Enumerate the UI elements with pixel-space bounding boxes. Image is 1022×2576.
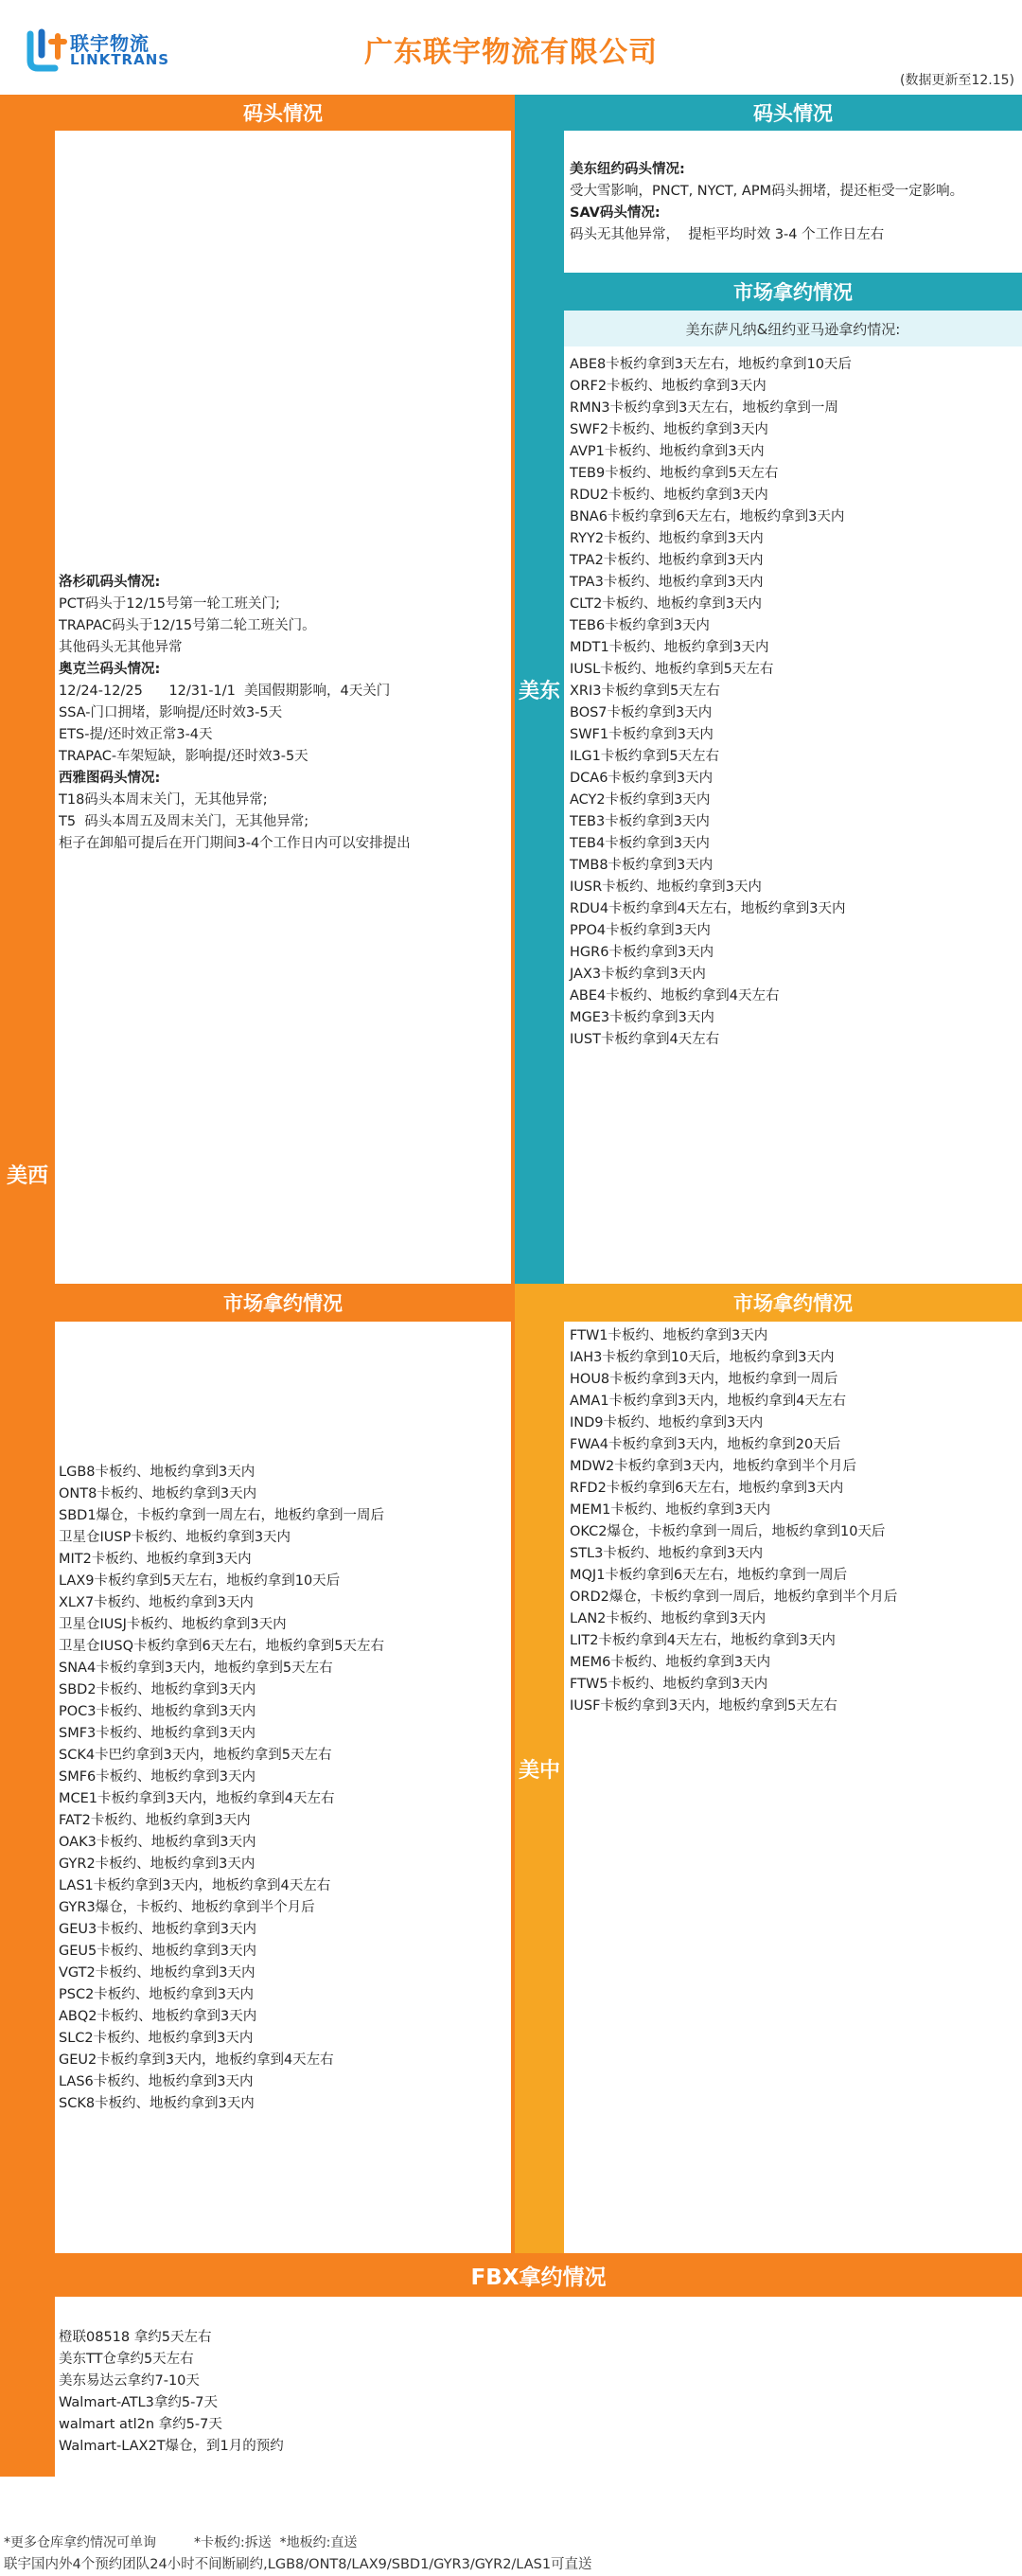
list-item: BOS7卡板约拿到3天内 bbox=[570, 705, 713, 720]
list-item: 卫星仓IUSJ卡板约、地板约拿到3天内 bbox=[59, 1617, 287, 1632]
list-item: OAK3卡板约、地板约拿到3天内 bbox=[59, 1835, 256, 1850]
west-port-title: 码头情况 bbox=[243, 102, 323, 125]
list-item: SWF2卡板约、地板约拿到3天内 bbox=[570, 422, 768, 437]
list-item: ORF2卡板约、地板约拿到3天内 bbox=[570, 379, 766, 394]
list-item: FTW1卡板约、地板约拿到3天内 bbox=[570, 1328, 768, 1343]
list-item: XRI3卡板约拿到5天左右 bbox=[570, 684, 720, 699]
section-heading: SAV码头情况: bbox=[570, 205, 661, 221]
region-east-label: 美东 bbox=[518, 679, 560, 703]
list-item: TPA2卡板约、地板约拿到3天内 bbox=[570, 553, 764, 568]
list-item: MDT1卡板约、地板约拿到3天内 bbox=[570, 640, 769, 655]
list-item: VGT2卡板约、地板约拿到3天内 bbox=[59, 1965, 256, 1981]
list-item: PCT码头于12/15号第一轮工班关门; bbox=[59, 596, 280, 612]
list-item: MEM6卡板约、地板约拿到3天内 bbox=[570, 1655, 771, 1670]
list-item: T18码头本周末关门，无其他异常; bbox=[59, 792, 268, 808]
fbx-content bbox=[55, 2297, 1022, 2477]
west-market-header bbox=[55, 1284, 511, 1322]
list-item: LAS6卡板约、地板约拿到3天内 bbox=[59, 2074, 254, 2089]
west-market-lines bbox=[59, 1462, 503, 2115]
list-item: SWF1卡板约拿到3天内 bbox=[570, 727, 714, 742]
list-item: LAN2卡板约、地板约拿到3天内 bbox=[570, 1611, 766, 1626]
footer-note-1: *更多仓库拿约情况可单询 *卡板约:拆送 *地板约:直送 bbox=[4, 2535, 358, 2550]
list-item: PPO4卡板约拿到3天内 bbox=[570, 923, 711, 938]
list-item: OKC2爆仓，卡板约拿到一周后，地板约拿到10天后 bbox=[570, 1524, 886, 1539]
list-item: MEM1卡板约、地板约拿到3天内 bbox=[570, 1502, 771, 1518]
list-item: ILG1卡板约拿到5天左右 bbox=[570, 749, 720, 764]
list-item: 卫星仓IUSQ卡板约拿到6天左右，地板约拿到5天左右 bbox=[59, 1639, 384, 1654]
logo-text-cn: 联宇物流 bbox=[70, 32, 150, 55]
list-item: Walmart-LAX2T爆仓，到1月的预约 bbox=[59, 2439, 284, 2454]
list-item: SLC2卡板约、地板约拿到3天内 bbox=[59, 2031, 254, 2046]
list-item: TEB3卡板约拿到3天内 bbox=[570, 814, 710, 829]
list-item: IND9卡板约、地板约拿到3天内 bbox=[570, 1415, 764, 1430]
list-item: TRAPAC码头于12/15号第二轮工班关门。 bbox=[59, 618, 316, 633]
list-item: 卫星仓IUSP卡板约、地板约拿到3天内 bbox=[59, 1530, 291, 1545]
list-item: FTW5卡板约、地板约拿到3天内 bbox=[570, 1677, 768, 1692]
list-item: IUST卡板约拿到4天左右 bbox=[570, 1032, 720, 1047]
list-item: 美东TT仓拿约5天左右 bbox=[59, 2352, 194, 2367]
list-item: XLX7卡板约、地板约拿到3天内 bbox=[59, 1595, 254, 1610]
region-west-label: 美西 bbox=[6, 1164, 48, 1188]
list-item: 橙联08518 拿约5天左右 bbox=[59, 2330, 212, 2345]
list-item: SBD2卡板约、地板约拿到3天内 bbox=[59, 1682, 256, 1697]
list-item: 柜子在卸船可提后在开门期间3-4个工作日内可以安排提出 bbox=[59, 836, 411, 851]
list-item: 12/24-12/25 12/31-1/1 美国假期影响，4天关门 bbox=[59, 684, 391, 699]
east-port-header bbox=[564, 95, 1022, 131]
list-item: TMB8卡板约拿到3天内 bbox=[570, 858, 714, 873]
list-item: FWA4卡板约拿到3天内，地板约拿到20天后 bbox=[570, 1437, 841, 1452]
region-central bbox=[515, 1284, 564, 2253]
list-item: 其他码头无其他异常 bbox=[59, 640, 183, 655]
region-east bbox=[515, 95, 564, 1284]
list-item: HGR6卡板约拿到3天内 bbox=[570, 945, 714, 960]
list-item: MDW2卡板约拿到3天内，地板约拿到半个月后 bbox=[570, 1459, 856, 1474]
list-item: RDU2卡板约、地板约拿到3天内 bbox=[570, 488, 768, 503]
central-market-header bbox=[564, 1284, 1022, 1322]
section-heading: 西雅图码头情况: bbox=[59, 771, 161, 786]
list-item: 受大雪影响，PNCT, NYCT, APM码头拥堵，提还柜受一定影响。 bbox=[570, 184, 964, 199]
list-item: SCK8卡板约、地板约拿到3天内 bbox=[59, 2096, 255, 2111]
list-item: SSA-门口拥堵，影响提/还时效3-5天 bbox=[59, 705, 283, 720]
list-item: SBD1爆仓，卡板约拿到一周左右，地板约拿到一周后 bbox=[59, 1508, 385, 1523]
list-item: RYY2卡板约、地板约拿到3天内 bbox=[570, 531, 764, 546]
list-item: GEU2卡板约拿到3天内，地板约拿到4天左右 bbox=[59, 2052, 334, 2068]
list-item: AMA1卡板约拿到3天内，地板约拿到4天左右 bbox=[570, 1394, 847, 1409]
logo-text-en: LINKTRANS bbox=[70, 51, 170, 68]
east-port-content bbox=[564, 131, 1022, 273]
list-item: TEB6卡板约拿到3天内 bbox=[570, 618, 710, 633]
list-item: SMF6卡板约、地板约拿到3天内 bbox=[59, 1769, 256, 1785]
page-header bbox=[0, 0, 1022, 95]
east-market-content bbox=[564, 346, 1022, 1284]
list-item: FAT2卡板约、地板约拿到3天内 bbox=[59, 1813, 251, 1828]
list-item: ETS-提/还时效正常3-4天 bbox=[59, 727, 213, 742]
list-item: walmart atl2n 拿约5-7天 bbox=[59, 2417, 222, 2432]
update-note: (数据更新至12.15) bbox=[899, 73, 1014, 88]
east-market-subtitle-text: 美东萨凡纳&纽约亚马逊拿约情况: bbox=[685, 320, 901, 338]
list-item: ABQ2卡板约、地板约拿到3天内 bbox=[59, 2009, 257, 2024]
list-item: ABE8卡板约拿到3天左右，地板约拿到10天后 bbox=[570, 357, 852, 372]
list-item: GEU3卡板约、地板约拿到3天内 bbox=[59, 1922, 256, 1937]
list-item: LAX9卡板约拿到5天左右，地板约拿到10天后 bbox=[59, 1573, 341, 1589]
east-market-header bbox=[564, 273, 1022, 311]
region-central-label: 美中 bbox=[518, 1758, 560, 1783]
west-port-lines bbox=[59, 572, 503, 855]
fbx-title: FBX拿约情况 bbox=[470, 2265, 607, 2290]
fbx-lines bbox=[59, 2327, 1016, 2458]
east-market-title: 市场拿约情况 bbox=[733, 281, 853, 304]
list-item: ACY2卡板约拿到3天内 bbox=[570, 792, 711, 808]
list-item: SNA4卡板约拿到3天内，地板约拿到5天左右 bbox=[59, 1661, 333, 1676]
list-item: PSC2卡板约、地板约拿到3天内 bbox=[59, 1987, 255, 2002]
west-market-content bbox=[55, 1322, 511, 2253]
east-port-lines bbox=[570, 159, 1016, 246]
list-item: TEB4卡板约拿到3天内 bbox=[570, 836, 710, 851]
list-item: IUSF卡板约拿到3天内，地板约拿到5天左右 bbox=[570, 1698, 837, 1714]
central-market-content bbox=[564, 1322, 1022, 2253]
central-market-title: 市场拿约情况 bbox=[733, 1292, 853, 1315]
list-item: POC3卡板约、地板约拿到3天内 bbox=[59, 1704, 256, 1719]
section-heading: 洛杉矶码头情况: bbox=[59, 575, 161, 590]
list-item: T5 码头本周五及周末关门，无其他异常; bbox=[59, 814, 309, 829]
fbx-side-bar bbox=[0, 2253, 55, 2477]
list-item: Walmart-ATL3拿约5-7天 bbox=[59, 2395, 219, 2410]
section-heading: 美东纽约码头情况: bbox=[570, 162, 685, 177]
list-item: MCE1卡板约拿到3天内，地板约拿到4天左右 bbox=[59, 1791, 335, 1806]
list-item: MGE3卡板约拿到3天内 bbox=[570, 1010, 714, 1025]
list-item: TEB9卡板约、地板约拿到5天左右 bbox=[570, 466, 779, 481]
west-port-header bbox=[55, 95, 511, 131]
fbx-header bbox=[55, 2253, 1022, 2297]
list-item: 码头无其他异常， 提柜平均时效 3-4 个工作日左右 bbox=[570, 227, 885, 242]
list-item: GYR3爆仓，卡板约、地板约拿到半个月后 bbox=[59, 1900, 315, 1915]
list-item: BNA6卡板约拿到6天左右，地板约拿到3天内 bbox=[570, 509, 845, 524]
list-item: ABE4卡板约、地板约拿到4天左右 bbox=[570, 988, 780, 1004]
list-item: LAS1卡板约拿到3天内，地板约拿到4天左右 bbox=[59, 1878, 331, 1893]
page-title: 广东联宇物流有限公司 bbox=[364, 36, 658, 69]
list-item: AVP1卡板约、地板约拿到3天内 bbox=[570, 444, 765, 459]
list-item: GEU5卡板约、地板约拿到3天内 bbox=[59, 1944, 256, 1959]
east-market-subtitle bbox=[564, 311, 1022, 346]
list-item: IUSR卡板约、地板约拿到3天内 bbox=[570, 879, 762, 895]
list-item: RFD2卡板约拿到6天左右，地板约拿到3天内 bbox=[570, 1481, 844, 1496]
section-heading: 奥克兰码头情况: bbox=[59, 662, 161, 677]
list-item: LGB8卡板约、地板约拿到3天内 bbox=[59, 1465, 256, 1480]
central-market-lines bbox=[570, 1325, 1016, 1717]
list-item: SCK4卡巴约拿到3天内，地板约拿到5天左右 bbox=[59, 1748, 332, 1763]
list-item: ONT8卡板约、地板约拿到3天内 bbox=[59, 1486, 257, 1501]
west-market-title: 市场拿约情况 bbox=[223, 1292, 343, 1315]
west-port-content bbox=[55, 131, 511, 1284]
list-item: RMN3卡板约拿到3天左右，地板约拿到一周 bbox=[570, 400, 838, 416]
footer-note-2: 联宇国内外4个预约团队24小时不间断刷约,LGB8/ONT8/LAX9/SBD1/GYR3/GYR2/LAS1可直送 bbox=[4, 2557, 592, 2572]
list-item: ORD2爆仓，卡板约拿到一周后，地板约拿到半个月后 bbox=[570, 1590, 898, 1605]
list-item: STL3卡板约、地板约拿到3天内 bbox=[570, 1546, 764, 1561]
east-market-lines bbox=[570, 354, 1016, 1051]
list-item: LIT2卡板约拿到4天左右，地板约拿到3天内 bbox=[570, 1633, 836, 1648]
list-item: CLT2卡板约、地板约拿到3天内 bbox=[570, 596, 763, 612]
list-item: TPA3卡板约、地板约拿到3天内 bbox=[570, 575, 764, 590]
list-item: IUSL卡板约、地板约拿到5天左右 bbox=[570, 662, 774, 677]
region-west bbox=[0, 95, 55, 2253]
list-item: RDU4卡板约拿到4天左右，地板约拿到3天内 bbox=[570, 901, 846, 916]
list-item: IAH3卡板约拿到10天后，地板约拿到3天内 bbox=[570, 1350, 835, 1365]
list-item: TRAPAC-车架短缺，影响提/还时效3-5天 bbox=[59, 749, 308, 764]
list-item: SMF3卡板约、地板约拿到3天内 bbox=[59, 1726, 256, 1741]
list-item: MIT2卡板约、地板约拿到3天内 bbox=[59, 1552, 252, 1567]
list-item: DCA6卡板约拿到3天内 bbox=[570, 771, 714, 786]
list-item: JAX3卡板约拿到3天内 bbox=[570, 967, 706, 982]
list-item: HOU8卡板约拿到3天内，地板约拿到一周后 bbox=[570, 1372, 838, 1387]
list-item: 美东易达云拿约7-10天 bbox=[59, 2373, 200, 2389]
list-item: GYR2卡板约、地板约拿到3天内 bbox=[59, 1856, 256, 1872]
east-port-title: 码头情况 bbox=[753, 102, 833, 125]
list-item: MQJ1卡板约拿到6天左右，地板约拿到一周后 bbox=[570, 1568, 848, 1583]
